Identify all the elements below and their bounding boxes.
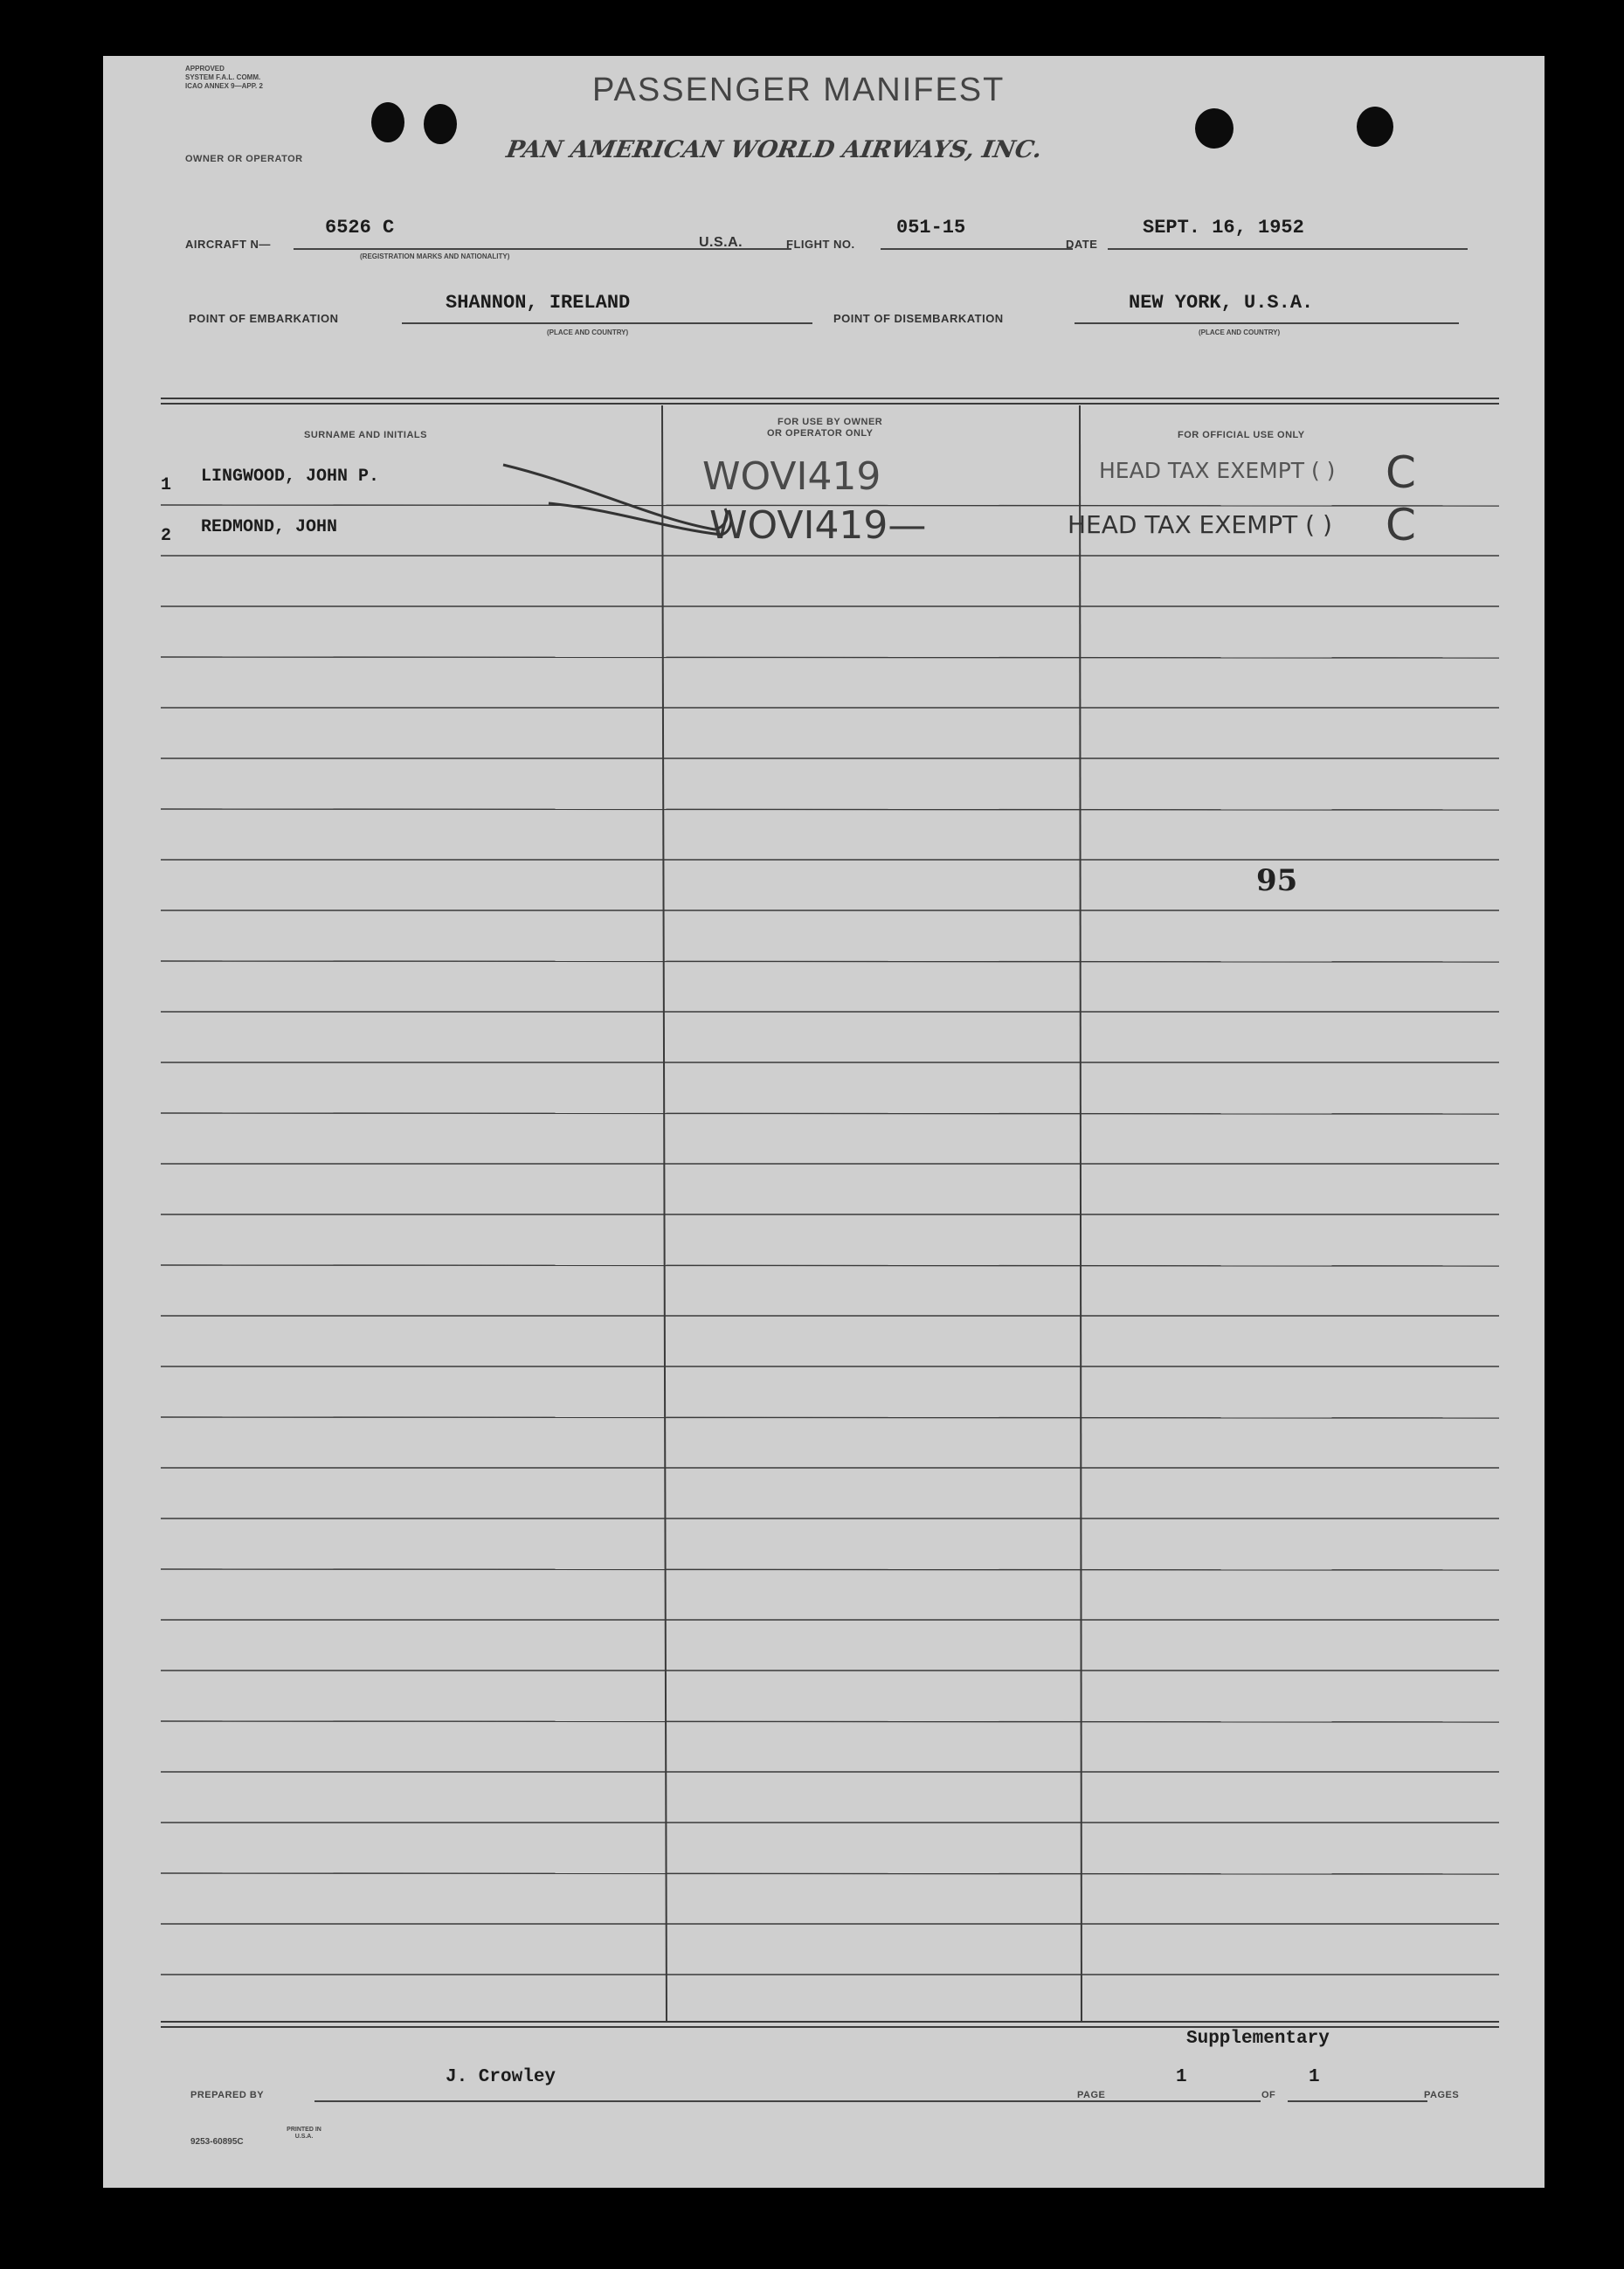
embark-label: POINT OF EMBARKATION (189, 312, 339, 325)
of-value: 1 (1309, 2067, 1320, 2087)
owner-value: PAN AMERICAN WORLD AIRWAYS, INC. (504, 136, 1045, 163)
manifest-sheet (103, 56, 1545, 2188)
flight-value: 051-15 (896, 217, 966, 239)
prepared-value: J. Crowley (446, 2067, 556, 2087)
official-mark: C (1386, 447, 1416, 498)
column-divider (1080, 405, 1082, 2022)
approved-line: APPROVED (185, 65, 225, 73)
manifest-table-grid (103, 56, 1545, 2188)
owner-handwritten-note: WOVI419 (702, 454, 881, 499)
check-marks (496, 423, 758, 545)
aircraft-value: 6526 C (325, 217, 395, 239)
disembark-label: POINT OF DISEMBARKATION (833, 312, 1004, 325)
approved-line: ICAO ANNEX 9—APP. 2 (185, 82, 263, 90)
column-divider (662, 405, 667, 2022)
approved-line: SYSTEM F.A.L. COMM. (185, 73, 261, 81)
row-number: 2 (161, 526, 172, 546)
col-header-owner: OR OPERATOR ONLY (767, 428, 874, 439)
passenger-name: LINGWOOD, JOHN P. (201, 467, 380, 487)
of-label: OF (1261, 2090, 1276, 2100)
aircraft-label: AIRCRAFT N— (185, 238, 271, 251)
table-row-rule (161, 961, 1499, 962)
prepared-underline (314, 2100, 1179, 2102)
supplementary-note: Supplementary (1186, 2029, 1330, 2049)
page-label: PAGE (1077, 2090, 1106, 2100)
col-header-owner: FOR USE BY OWNER (777, 417, 883, 427)
table-row-rule (161, 1569, 1499, 1570)
owner-handwritten-note: WOVI419— (709, 503, 927, 548)
of-underline (1288, 2100, 1427, 2102)
date-value: SEPT. 16, 1952 (1143, 217, 1304, 239)
date-label: DATE (1066, 238, 1098, 251)
disembark-value: NEW YORK, U.S.A. (1129, 292, 1314, 314)
disembark-note: (PLACE AND COUNTRY) (1199, 329, 1281, 336)
col-header-official: FOR OFFICIAL USE ONLY (1178, 430, 1305, 440)
form-number: 9253-60895C (190, 2137, 244, 2147)
stamp-number: 95 (1256, 863, 1298, 898)
table-row-rule (161, 1417, 1499, 1418)
table-row-rule (161, 657, 1499, 658)
passenger-name: REDMOND, JOHN (201, 517, 338, 537)
pages-label: PAGES (1424, 2090, 1460, 2100)
owner-label: OWNER OR OPERATOR (185, 154, 303, 164)
head-tax-stamp: HEAD TAX EXEMPT ( ) (1099, 458, 1336, 483)
table-row-rule (161, 1113, 1499, 1114)
prepared-label: PREPARED BY (190, 2090, 265, 2100)
embark-value: SHANNON, IRELAND (446, 292, 631, 314)
table-row-rule (161, 809, 1499, 810)
table-row-rule (161, 1721, 1499, 1722)
page-underline (1116, 2100, 1261, 2102)
official-mark: C (1386, 500, 1416, 550)
aircraft-note: (REGISTRATION MARKS AND NATIONALITY) (360, 252, 510, 260)
col-header-surname: SURNAME AND INITIALS (304, 430, 427, 440)
embark-note: (PLACE AND COUNTRY) (547, 329, 629, 336)
head-tax-stamp: HEAD TAX EXEMPT ( ) (1068, 510, 1332, 539)
printed-stamp: PRINTED IN U.S.A. (287, 2127, 321, 2140)
flight-label: FLIGHT NO. (786, 238, 855, 251)
page-title: PASSENGER MANIFEST (592, 72, 1005, 108)
usa-label: U.S.A. (699, 235, 743, 250)
row-number: 1 (161, 475, 172, 495)
table-row-rule (161, 1265, 1499, 1266)
table-row-rule (161, 1873, 1499, 1874)
page-value: 1 (1176, 2067, 1187, 2087)
